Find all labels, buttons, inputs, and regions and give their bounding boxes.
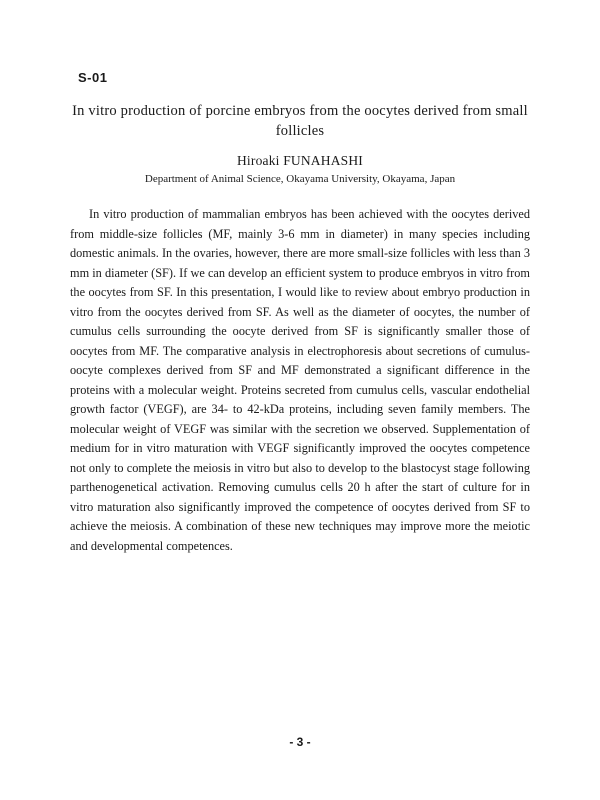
author-affiliation: Department of Animal Science, Okayama University, Okayama, Japan <box>144 173 456 185</box>
page-number: - 3 - <box>289 735 311 749</box>
abstract-body: In vitro production of mammalian embryos has been achieved with the oocytes derived from middle-size follicles (MF, mainly 3-6 mm in diameter) in many species including domestic animals. In the ovaries, however, there are more small-size follicles with less than 3 mm in diameter (SF). If we can develop an efficient system to produce embryos in vitro from the oocytes from SF. In this presentation, I would like to review about embryo production in vitro from the oocytes derived from SF. As well as the diameter of oocytes, the number of cumulus cells surrounding the oocyte derived from SF is significantly smaller those of oocytes from MF. The comparative analysis in electrophoresis about secretions of cumulus-oocyte complexes derived from SF and MF demonstrated a significant difference in the proteins with a molecular weight. Proteins secreted from cumulus cells, vascular endothelial growth factor (VEGF), are 34- to 42-kDa proteins, including seven family members. The molecular weight of VEGF was similar with the secretion we observed. Supplementation of medium for in vitro maturation with VEGF significantly improved the oocytes competence not only to complete the meiosis in vitro but also to develop to the blastocyst stage following parthenogenetical activation. Removing cumulus cells 20 h after the start of culture for in vitro maturation also significantly improved the competence of oocytes derived from SF to achieve the meiosis. A combination of these new techniques may improve more the meiotic and developmental competences. <box>70 207 530 553</box>
paper-title: In vitro production of porcine embryos from the oocytes derived from small follicles <box>72 103 528 139</box>
session-id: S-01 <box>78 70 108 85</box>
author-name: Hiroaki FUNAHASHI <box>236 153 364 168</box>
